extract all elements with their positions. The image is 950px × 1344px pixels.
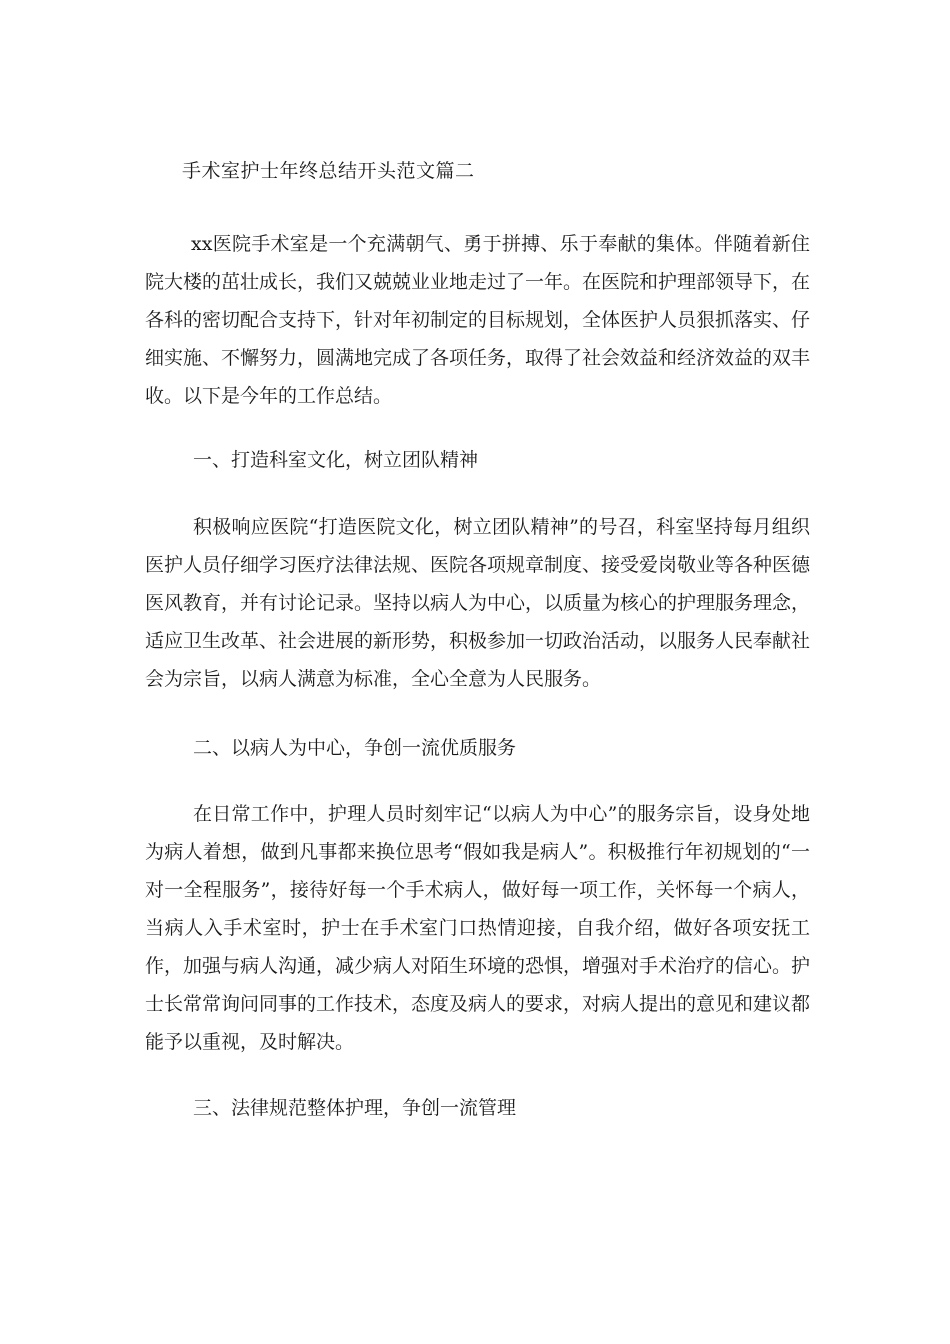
document-title: 手术室护士年终总结开头范文篇二 [182,160,475,182]
section-3-heading: 三、法律规范整体护理，争创一流管理 [193,1097,517,1119]
section-1-heading: 一、打造科室文化，树立团队精神 [193,449,479,471]
section-2-paragraph: 在日常工作中，护理人员时刻牢记“以病人为中心”的服务宗旨，设身处地为病人着想，做到凡事都来换位思考“假如我是病人”。积极推行年初规划的“一对一全程服务”，接待好每一个手术病人，做好每一项工作，关怀每一个病人，当病人入手术室时，护士在手术室门口热情迎接，自我介绍，做好各项安抚工作，加强与病人沟通，减少病人对陌生环境的恐惧，增强对手术治疗的信心。护士长常常询问同事的工作技术，态度及病人的要求，对病人提出的意见和建议都能予以重视，及时解决。 [145,803,811,1053]
section-1-paragraph: 积极响应医院“打造医院文化，树立团队精神”的号召，科室坚持每月组织医护人员仔细学习医疗法律法规、医院各项规章制度、接受爱岗敬业等各种医德医风教育，并有讨论记录。坚持以病人为中心，以质量为核心的护理服务理念，适应卫生改革、社会进展的新形势，积极参加一切政治活动，以服务人民奉献社会为宗旨，以病人满意为标准，全心全意为人民服务。 [145,516,811,690]
intro-paragraph: xx医院手术室是一个充满朝气、勇于拼搏、乐于奉献的集体。伴随着新住院大楼的茁壮成长，我们又兢兢业业地走过了一年。在医院和护理部领导下，在各科的密切配合支持下，针对年初制定的目标规划，全体医护人员狠抓落实、仔细实施、不懈努力，圆满地完成了各项任务，取得了社会效益和经济效益的双丰收。以下是今年的工作总结。 [145,233,811,407]
section-2-heading: 二、以病人为中心，争创一流优质服务 [193,737,517,759]
